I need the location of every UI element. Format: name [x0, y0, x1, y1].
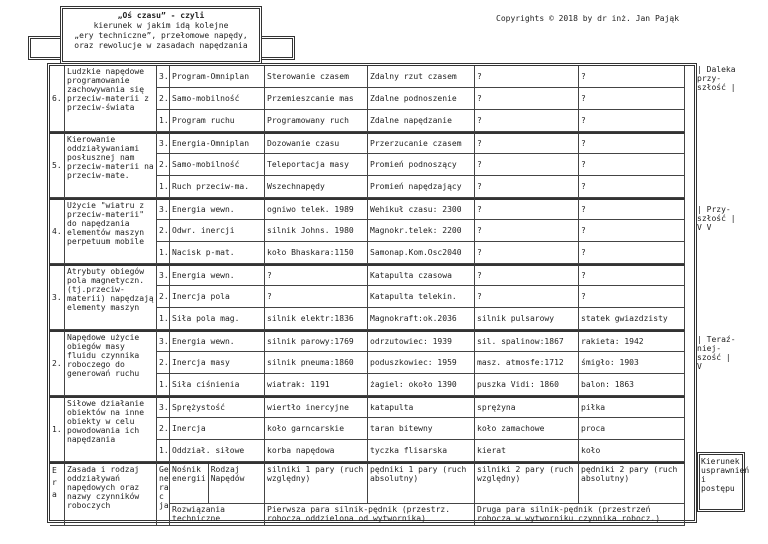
title-frame-right	[258, 36, 295, 60]
propulsor-2-pair: ?	[579, 88, 685, 110]
energy-carrier-header: Nośnik energii	[170, 464, 209, 503]
era-number: 6.	[50, 66, 65, 132]
second-pair-description: Druga para silnik-pędnik (przestrzeń robocza w wytworniku czynnika robocz.)	[475, 504, 685, 526]
era-description: Siłowe działanie obiektów na inne obiekty w celu powodowania ich napędzania	[65, 396, 157, 462]
motor-2-pair: puszka Vidi: 1860	[475, 374, 579, 396]
copyright: Copyrights © 2018 by dr inż. Jan Pająk	[496, 14, 680, 23]
propulsor-2-pair: śmigło: 1903	[579, 352, 685, 374]
header-propulsors-2: pędniki 2 pary (ruch absolutny)	[579, 462, 685, 504]
propulsor-2-pair: ?	[579, 154, 685, 176]
propulsor-1-pair: Zdalne podnoszenie	[368, 88, 475, 110]
motor-2-pair: ?	[475, 220, 579, 242]
energy-carrier: Siła ciśnienia	[170, 374, 265, 396]
propulsor-1-pair: Zdalny rzut czasem	[368, 66, 475, 88]
motor-1-pair: Wszechnapędy	[265, 176, 368, 198]
generation-number: 3.	[157, 132, 170, 154]
generation-number: 1.	[157, 110, 170, 132]
energy-carrier: Ruch przeciw-ma.	[170, 176, 265, 198]
propulsor-1-pair: katapulta	[368, 396, 475, 418]
motor-1-pair: Dozowanie czasu	[265, 132, 368, 154]
energy-carrier: Siła pola mag.	[170, 308, 265, 330]
propulsor-2-pair: piłka	[579, 396, 685, 418]
generation-number: 2.	[157, 220, 170, 242]
header-motors-1: silniki 1 pary (ruch względny)	[265, 462, 368, 504]
era-number: 1.	[50, 396, 65, 462]
motor-1-pair: Przemieszcanie mas	[265, 88, 368, 110]
motor-1-pair: wiertło inercyjne	[265, 396, 368, 418]
energy-carrier: Energia-Omniplan	[170, 132, 265, 154]
energy-carrier: Oddział. siłowe	[170, 440, 265, 462]
title-line-3: „ery techniczne”, przełomowe napędy,	[74, 31, 248, 40]
energy-carrier: Inercja masy	[170, 352, 265, 374]
propulsor-1-pair: Magnokraft:ok.2036	[368, 308, 475, 330]
propulsor-1-pair: Katapulta telekin.	[368, 286, 475, 308]
energy-carrier: Samo-mobilność	[170, 88, 265, 110]
generation-number: 2.	[157, 418, 170, 440]
generation-number: 1.	[157, 308, 170, 330]
propulsor-1-pair: Przerzucanie czasem	[368, 132, 475, 154]
energy-carrier: Sprężystość	[170, 396, 265, 418]
motor-2-pair: ?	[475, 264, 579, 286]
propulsor-1-pair: Samonap.Kom.Osc2040	[368, 242, 475, 264]
generation-number: 2.	[157, 88, 170, 110]
side-present: | Teraź- niej- szość | V	[697, 335, 736, 371]
generation-number: 2.	[157, 352, 170, 374]
energy-carrier: Odwr. inercji	[170, 220, 265, 242]
motor-1-pair: koło Bhaskara:1150	[265, 242, 368, 264]
propulsor-2-pair: koło	[579, 440, 685, 462]
motor-2-pair: sil. spalinow:1867	[475, 330, 579, 352]
side-future: | Przy- szłość | V V	[697, 205, 736, 232]
motor-1-pair: korba napędowa	[265, 440, 368, 462]
propulsor-1-pair: tyczka flisarska	[368, 440, 475, 462]
propulsor-1-pair: żagiel: około 1390	[368, 374, 475, 396]
title-line-2: kierunek w jakim idą kolejne	[93, 21, 229, 30]
propulsor-2-pair: ?	[579, 176, 685, 198]
propulsor-2-pair: rakieta: 1942	[579, 330, 685, 352]
propulsor-2-pair: ?	[579, 198, 685, 220]
carrier-drive-header	[170, 462, 265, 504]
header-propulsors-1: pędniki 1 pary (ruch absolutny)	[368, 462, 475, 504]
motor-1-pair: silnik parowy:1769	[265, 330, 368, 352]
era-description: Użycie "wiatru z przeciw-materii" do napędzania elementów maszyn perpetuum mobile	[65, 198, 157, 264]
propulsor-2-pair: balon: 1863	[579, 374, 685, 396]
propulsor-2-pair: statek gwiazdzisty	[579, 308, 685, 330]
first-pair-description: Pierwsza para silnik-pędnik (przestrz. robocza oddzielona od wytwornika)	[265, 504, 475, 526]
motor-1-pair: silnik Johns. 1980	[265, 220, 368, 242]
motor-1-pair: Teleportacja masy	[265, 154, 368, 176]
energy-carrier: Samo-mobilność	[170, 154, 265, 176]
era-description: Atrybuty obiegów pola magnetyczn. (tj.przeciw-materii) napędzają elementy maszyn	[65, 264, 157, 330]
motor-2-pair: masz. atmosfe:1712	[475, 352, 579, 374]
motor-1-pair: koło garncarskie	[265, 418, 368, 440]
generation-number: 3.	[157, 330, 170, 352]
title-box	[60, 6, 262, 64]
era-header: E r a	[50, 462, 65, 526]
propulsor-1-pair: Promień napędzający	[368, 176, 475, 198]
era-description: Napędowe użycie obiegów masy fluidu czynnika roboczego do generowań ruchu	[65, 330, 157, 396]
propulsor-2-pair: ?	[579, 264, 685, 286]
motor-2-pair: ?	[475, 286, 579, 308]
motor-2-pair: ?	[475, 66, 579, 88]
generation-number: 1.	[157, 242, 170, 264]
era-description: Ludzkie napędowe programowanie zachowywania się przeciw-materii z przeciw-świata	[65, 66, 157, 132]
energy-carrier: Energia wewn.	[170, 198, 265, 220]
propulsor-2-pair: ?	[579, 110, 685, 132]
motor-2-pair: koło zamachowe	[475, 418, 579, 440]
motor-2-pair: ?	[475, 242, 579, 264]
generation-number: 1.	[157, 374, 170, 396]
propulsor-1-pair: poduszkowiec: 1959	[368, 352, 475, 374]
principle-header: Zasada i rodzaj oddziaływań napędowych oraz nazwy czynników roboczych	[65, 462, 157, 526]
title-line-1: „Oś czasu” - czyli	[117, 11, 205, 20]
motor-2-pair: ?	[475, 132, 579, 154]
energy-carrier: Program-Omniplan	[170, 66, 265, 88]
propulsor-2-pair: proca	[579, 418, 685, 440]
generation-number: 3.	[157, 396, 170, 418]
generation-number: 3.	[157, 66, 170, 88]
generation-number: 1.	[157, 176, 170, 198]
motor-2-pair: ?	[475, 198, 579, 220]
generation-number: 2.	[157, 286, 170, 308]
motor-2-pair: ?	[475, 88, 579, 110]
header-motors-2: silniki 2 pary (ruch względny)	[475, 462, 579, 504]
motor-2-pair: silnik pulsarowy	[475, 308, 579, 330]
propulsor-1-pair: odrzutowiec: 1939	[368, 330, 475, 352]
propulsor-1-pair: Promień podnoszący	[368, 154, 475, 176]
propulsor-1-pair: Katapulta czasowa	[368, 264, 475, 286]
motor-1-pair: ?	[265, 286, 368, 308]
propulsor-1-pair: taran bitewny	[368, 418, 475, 440]
propulsor-2-pair: ?	[579, 132, 685, 154]
generation-number: 3.	[157, 198, 170, 220]
time-axis-table	[47, 63, 697, 523]
solutions-header: Rozwiązania techniczne	[170, 504, 265, 526]
motor-1-pair: Sterowanie czasem	[265, 66, 368, 88]
motor-1-pair: Programowany ruch	[265, 110, 368, 132]
era-number: 5.	[50, 132, 65, 198]
motor-1-pair: ?	[265, 264, 368, 286]
era-number: 3.	[50, 264, 65, 330]
energy-carrier: Energia wewn.	[170, 264, 265, 286]
generation-header: Ge ne ra c ja	[157, 462, 170, 526]
motor-2-pair: ?	[475, 154, 579, 176]
motor-2-pair: sprężyna	[475, 396, 579, 418]
side-far-future: | Daleka przy- szłość |	[697, 65, 736, 92]
energy-carrier: Inercja	[170, 418, 265, 440]
motor-2-pair: ?	[475, 110, 579, 132]
energy-carrier: Inercja pola	[170, 286, 265, 308]
motor-1-pair: ogniwo telek. 1989	[265, 198, 368, 220]
motor-2-pair: kierat	[475, 440, 579, 462]
drive-type-header: Rodzaj Napędów	[210, 465, 245, 483]
propulsor-2-pair: ?	[579, 66, 685, 88]
era-description: Kierowanie oddziaływaniami posłusznej nam przeciw-materii na przeciw-mate.	[65, 132, 157, 198]
era-number: 4.	[50, 198, 65, 264]
motor-2-pair: ?	[475, 176, 579, 198]
energy-carrier: Energia wewn.	[170, 330, 265, 352]
propulsor-2-pair: ?	[579, 286, 685, 308]
propulsor-1-pair: Zdalne napędzanie	[368, 110, 475, 132]
propulsor-1-pair: Wehikuł czasu: 2300	[368, 198, 475, 220]
direction-legend: Kierunek usprawnień i postępu	[697, 452, 745, 512]
energy-carrier: Program ruchu	[170, 110, 265, 132]
motor-1-pair: silnik pneuma:1860	[265, 352, 368, 374]
generation-number: 3.	[157, 264, 170, 286]
motor-1-pair: silnik elektr:1836	[265, 308, 368, 330]
motor-1-pair: wiatrak: 1191	[265, 374, 368, 396]
era-number: 2.	[50, 330, 65, 396]
propulsor-1-pair: Magnokr.telek: 2200	[368, 220, 475, 242]
title-line-4: oraz rewolucje w zasadach napędzania	[74, 41, 248, 50]
energy-carrier: Nacisk p-mat.	[170, 242, 265, 264]
propulsor-2-pair: ?	[579, 242, 685, 264]
generation-number: 1.	[157, 440, 170, 462]
propulsor-2-pair: ?	[579, 220, 685, 242]
generation-number: 2.	[157, 154, 170, 176]
